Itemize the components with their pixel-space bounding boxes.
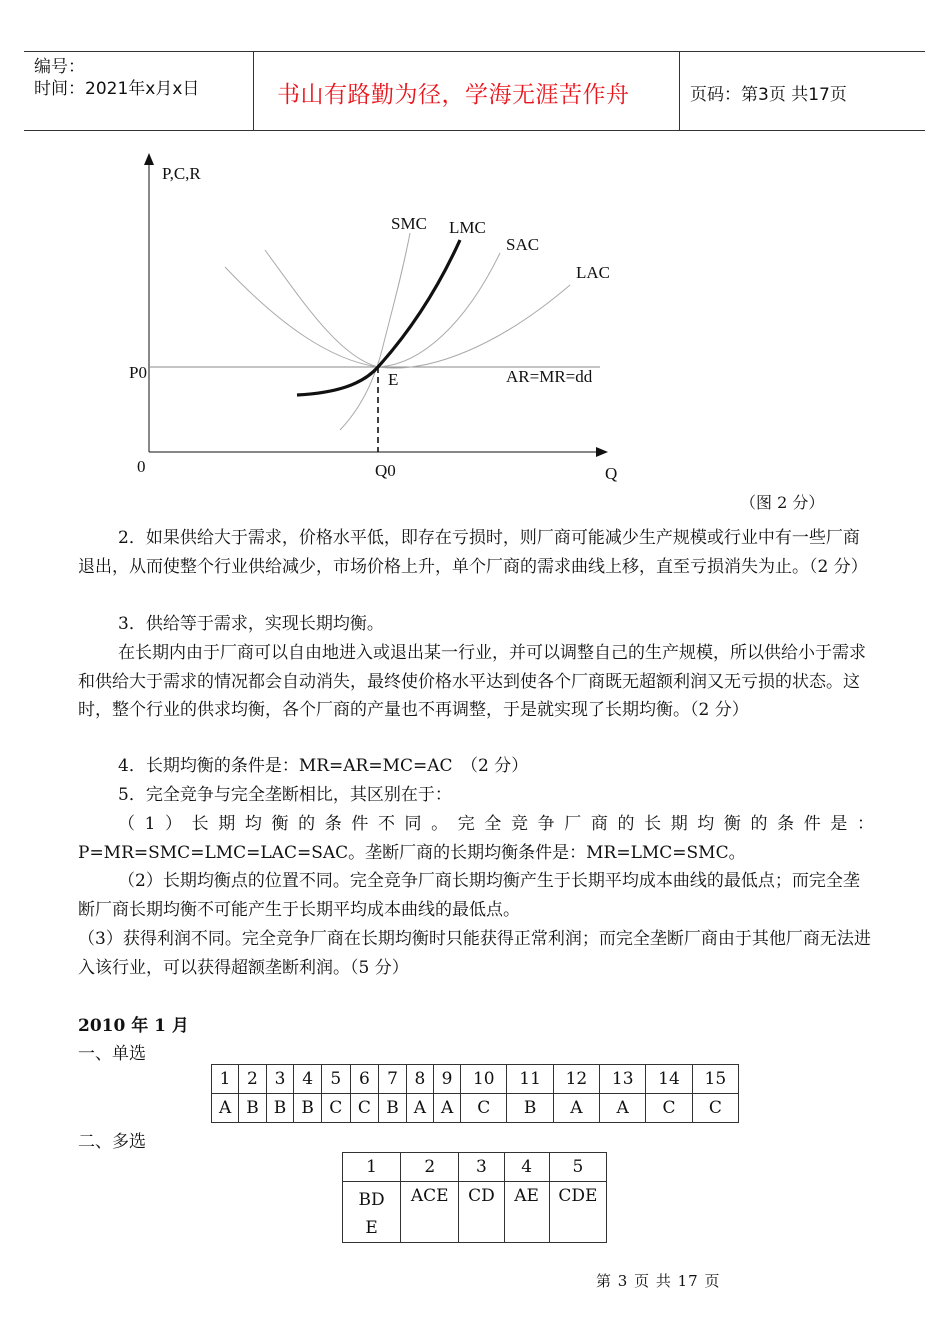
x-axis-arrow xyxy=(596,447,608,457)
table-cell: 4 xyxy=(294,1065,322,1094)
table-cell: C xyxy=(321,1094,350,1123)
multi-choice-heading: 二、多选 xyxy=(78,1132,146,1152)
paragraph-6-line1: （1）长期均衡的条件不同。完全竞争厂商的长期均衡的条件是： xyxy=(118,814,874,834)
sac-label: SAC xyxy=(506,235,540,254)
table-cell: 1 xyxy=(212,1065,239,1094)
y-axis-arrow xyxy=(144,153,154,165)
paragraph-4: 4．长期均衡的条件是：MR=AR=MC=AC （2 分） xyxy=(118,756,529,776)
table-cell: B xyxy=(239,1094,267,1123)
table-cell: 9 xyxy=(434,1065,461,1094)
number-label: 编号： xyxy=(34,57,85,77)
table-cell: 12 xyxy=(553,1065,599,1094)
single-choice-table xyxy=(211,1064,739,1123)
table-cell: 3 xyxy=(459,1153,504,1182)
table-cell: C xyxy=(350,1094,379,1123)
single-choice-heading: 一、单选 xyxy=(78,1044,146,1064)
table-cell: CDE xyxy=(549,1182,606,1243)
paragraph-7: （2）长期均衡点的位置不同。完全竞争厂商长期均衡产生于长期平均成本曲线的最低点；而完全垄断厂商长期均衡不可能产生于长期平均成本曲线的最低点。 xyxy=(78,871,860,920)
header-meta xyxy=(34,56,199,100)
year-heading: 2010 年 1 月 xyxy=(78,1016,189,1036)
paragraph-8: （3）获得利润不同。完全竞争厂商在长期均衡时只能获得正常利润；而完全垄断厂商由于其他厂商无法进入该行业，可以获得超额垄断利润。（5 分） xyxy=(78,929,871,978)
table-cell: 7 xyxy=(379,1065,407,1094)
table-cell: AE xyxy=(504,1182,549,1243)
header-divider xyxy=(679,52,680,130)
table-cell: C xyxy=(461,1094,507,1123)
smc-label: SMC xyxy=(391,214,427,233)
table-cell: 2 xyxy=(401,1153,459,1182)
header-page-info: 页码：第3页 共17页 xyxy=(690,85,847,105)
header-divider xyxy=(253,52,254,130)
paragraph-3-heading: 3．供给等于需求，实现长期均衡。 xyxy=(118,614,384,634)
table-cell: B xyxy=(294,1094,322,1123)
cost-curve-diagram xyxy=(100,145,660,495)
table-cell: A xyxy=(406,1094,433,1123)
table-cell: A xyxy=(434,1094,461,1123)
paragraph-5: 5．完全竞争与完全垄断相比，其区别在于： xyxy=(118,785,452,805)
table-cell: 10 xyxy=(461,1065,507,1094)
table-cell: 4 xyxy=(504,1153,549,1182)
table-cell: 13 xyxy=(600,1065,646,1094)
table-cell: C xyxy=(692,1094,738,1123)
table-row xyxy=(343,1153,607,1182)
origin-label: 0 xyxy=(137,457,146,476)
table-cell: 1 xyxy=(343,1153,401,1182)
table-cell: 3 xyxy=(266,1065,294,1094)
table-cell: BDE xyxy=(343,1182,401,1243)
lmc-label: LMC xyxy=(449,218,486,237)
table-cell: ACE xyxy=(401,1182,459,1243)
table-cell: CD xyxy=(459,1182,504,1243)
table-cell: 11 xyxy=(507,1065,553,1094)
table-cell: A xyxy=(600,1094,646,1123)
multi-choice-table xyxy=(342,1152,607,1243)
page-header xyxy=(24,51,925,131)
page-footer: 第 3 页 共 17 页 xyxy=(596,1272,721,1290)
table-cell: B xyxy=(379,1094,407,1123)
table-cell: 2 xyxy=(239,1065,267,1094)
paragraph-2: 2．如果供给大于需求，价格水平低，即存在亏损时，则厂商可能减少生产规模或行业中有一些厂商退出，从而使整个行业供给减少，市场价格上升，单个厂商的需求曲线上移，直至亏损消失为止。（2 分） xyxy=(78,528,868,577)
y-axis-label: P,C,R xyxy=(162,164,201,183)
table-cell: C xyxy=(646,1094,692,1123)
table-row xyxy=(212,1065,739,1094)
ar-label: AR=MR=dd xyxy=(506,367,593,386)
table-cell: 6 xyxy=(350,1065,379,1094)
table-cell: 14 xyxy=(646,1065,692,1094)
header-motto: 书山有路勤为径，学海无涯苦作舟 xyxy=(277,82,630,108)
table-cell: 5 xyxy=(321,1065,350,1094)
x-axis-label: Q xyxy=(605,464,618,483)
table-cell: A xyxy=(553,1094,599,1123)
paragraph-3-body: 在长期内由于厂商可以自由地进入或退出某一行业，并可以调整自己的生产规模，所以供给小于需求和供给大于需求的情况都会自动消失，最终使价格水平达到使各个厂商既无超额利润又无亏损的状态。这时，整个行业的供求均衡，各个厂商的产量也不再调整，于是就实现了长期均衡。（2 分） xyxy=(78,643,866,720)
smc-curve xyxy=(340,233,410,430)
e-label: E xyxy=(388,370,399,389)
table-cell: 8 xyxy=(406,1065,433,1094)
time-label: 时间：2021年x月x日 xyxy=(34,79,200,99)
lac-curve xyxy=(225,267,570,368)
table-cell: A xyxy=(212,1094,239,1123)
p0-label: P0 xyxy=(129,363,147,382)
table-cell: B xyxy=(507,1094,553,1123)
table-row xyxy=(343,1182,607,1243)
table-row xyxy=(212,1094,739,1123)
lac-label: LAC xyxy=(576,263,610,282)
table-cell: 15 xyxy=(692,1065,738,1094)
table-cell: 5 xyxy=(549,1153,606,1182)
q0-label: Q0 xyxy=(375,461,396,480)
table-cell: B xyxy=(266,1094,294,1123)
figure-caption: （图 2 分） xyxy=(740,493,825,512)
paragraph-6-line2: P=MR=SMC=LMC=LAC=SAC。垄断厂商的长期均衡条件是：MR=LMC=SMC。 xyxy=(78,843,746,863)
